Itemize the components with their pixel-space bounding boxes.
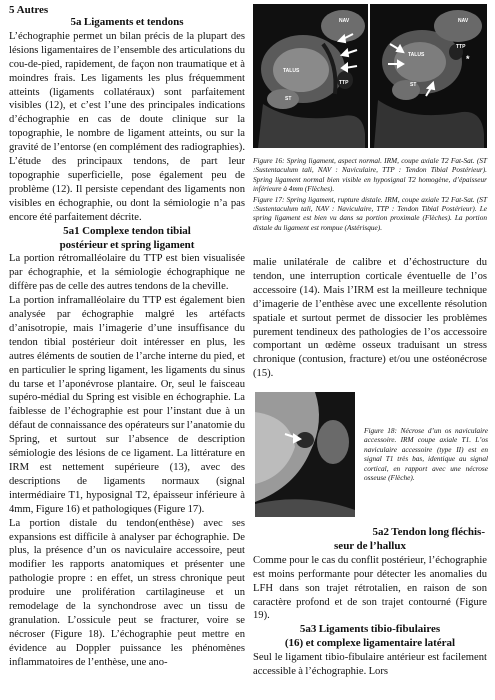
paragraph-5a2: Comme pour le cas du conflit postérieur, l’échographie est moins performante pour détecter les anomalies du LFH dans son trajet rétrotalien, en raison de son caractère profond et de son trajet contourné (Figure 19).	[253, 554, 487, 622]
column-left	[9, 16, 245, 670]
label-nav-17: NAV	[458, 18, 469, 24]
heading-5a3-line1: 5a3 Ligaments tibio-fibulaires	[299, 623, 441, 636]
paragraph-5a3: Seul le ligament tibio-fibulaire antérieur est facilement accessible à l’échographie. Lors	[253, 652, 487, 678]
asterisk-mark: *	[466, 54, 470, 64]
figure-17-image	[370, 4, 487, 148]
heading-5a3-line2: (16) et complexe ligamentaire latéral	[284, 637, 456, 650]
section-heading: 5 Autres	[9, 4, 49, 16]
column-right-top	[253, 256, 487, 381]
label-nav: NAV	[339, 18, 350, 24]
label-st: ST	[285, 96, 292, 102]
figure-16-image	[253, 4, 368, 148]
heading-5a2-line2-wrap	[253, 540, 487, 554]
figure-18-image	[255, 392, 355, 517]
figure-captions-16-17	[253, 156, 487, 233]
heading-5a2	[253, 526, 487, 540]
caption-figure-16: Figure 16: Spring ligament, aspect normal. IRM, coupe axiale T2 Fat-Sat. (ST :Sustentaculum tali, NAV : Naviculaire, TTP : Tendon Tibial Postérieur). Spring ligament normal bien visible en hyposignal T2 homogène, d’épaisseur inférieure à 4mm (Flèches).	[253, 156, 487, 194]
heading-5a1-line2: postérieur et spring ligament	[59, 238, 195, 251]
label-ttp-17: TTP	[456, 44, 466, 50]
label-talus-17: TALUS	[408, 52, 425, 58]
label-st-17: ST	[410, 82, 417, 88]
paragraph-5a: L’échographie permet un bilan précis de la plupart des lésions ligamentaires de l’ensemble des articulations du cou-de-pied, rapidement, de façon non traumatique et à moindres frais. Les ligaments les plus fréquemment atteints (ligaments collatéraux) sont parfaitement visibles (12), et c’est l’une des principales indications d’échographie en cas de doute clinique sur la topographie, le nombre de ligament atteints, ou sur la gravité de l’entorse (en complément des radiographies). L’étude des principaux tendons, de part leur topographie superficielle, pose également peu de problème (12). Il persiste cependant des ligaments non visibles en échographie, ou dont la sémiologie n’a pas encore été parfaitement décrite.	[9, 30, 245, 223]
heading-5a: 5a Ligaments et tendons	[70, 16, 184, 28]
paragraph-ttp-inframalleolar: La portion inframalléolaire du TTP est également bien analysée par échographie malgré les artéfacts d’anisotropie, mais l’imagerie d’une insuffisance du tendon tibial postérieur doit intéresser en plus, les autres éléments de soutien de l’arche interne du pied, et en particulier le spring ligament, les ligaments du sinus du tarse et l’aponévrose plantaire. Or, seul le faisceau supéro-médial du Spring est visible en échographie. La faiblesse de l’échographie est pour l’instant due à un défaut de connaissance des opérateurs sur l’anatomie du Spring, et surtout sur l’absence de description sémiologie des lésions de ce ligament. La littérature en IRM est nettement supérieure (13), avec des descriptions de ligaments normaux (signal intermédiaire T1, hyposignal T2, épaisseur inférieure à 4mm, Figure 16) et pathologiques (Figure 17).	[9, 295, 245, 515]
paragraph-ttp-distal: La portion distale du tendon(enthèse) avec ses expansions est difficile à analyser par échographie. De plus, la présence d’un os naviculaire accessoire, peut modifier les rapports anatomiques et présenter une pathologie propre : en effet, un stress chronique peut produire une prolifération cartilagineuse et un remodelage de la synchondrose avec un tissu de granulation. L’ossicule peut se fracturer, voire se nécroser (Figure 18). L’échographie peut mettre en évidence au Doppler puissance les phénomènes inflammatoires de l’enthèse, une ano-	[9, 517, 245, 668]
heading-5a2-line2: seur de l’hallux	[334, 539, 406, 552]
caption-figure-18: Figure 18: Nécrose d’un os naviculaire accessoire. IRM coupe axiale T1. L’os naviculaire accessoire (type II) est en signal T1 très bas, identique au signal cortical, en rapport avec une nécrose osseuse (Flèche).	[364, 426, 488, 483]
heading-5a2-line1: 5a2 Tendon long fléchis-	[372, 526, 485, 538]
heading-5a3	[253, 623, 487, 651]
heading-5a1	[9, 225, 245, 253]
paragraph-enthesis-continuation: malie unilatérale de calibre et d’échostructure du tendon, une interruption corticale éventuelle de l’os accessoire (14). Mais l’IRM est la meilleure technique d’imagerie de l’enthèse avec une excellente résolution spatiale et surtout permet de dissocier les problèmes purement tendineux des pathologies de l’os accessoire comportant un œdème osseux traduisant un stress chronique (contusion, fracture) et/ou une ostéonécrose (15).	[253, 257, 487, 380]
paragraph-ttp-retromalleolar: La portion rétromalléolaire du TTP est bien visualisée par échographie, et la sémiologie échographique ne diffère pas de celle des autres tendons de la cheville.	[9, 253, 245, 293]
heading-5a1-line1: 5a1 Complexe tendon tibial	[63, 224, 191, 237]
caption-figure-17: Figure 17: Spring ligament, rupture distale. IRM, coupe axiale T2 Fat-Sat. (ST :Sustentaculum tali, NAV : Naviculaire, TTP : Tendon Tibial Postérieur). Le spring ligament est bien vu dans sa portion proximale (Flèches). La portion distale du ligament est rompue (Astérisque).	[253, 194, 487, 232]
column-right-bottom	[253, 526, 487, 679]
label-ttp: TTP	[339, 80, 349, 86]
label-talus: TALUS	[283, 68, 300, 74]
